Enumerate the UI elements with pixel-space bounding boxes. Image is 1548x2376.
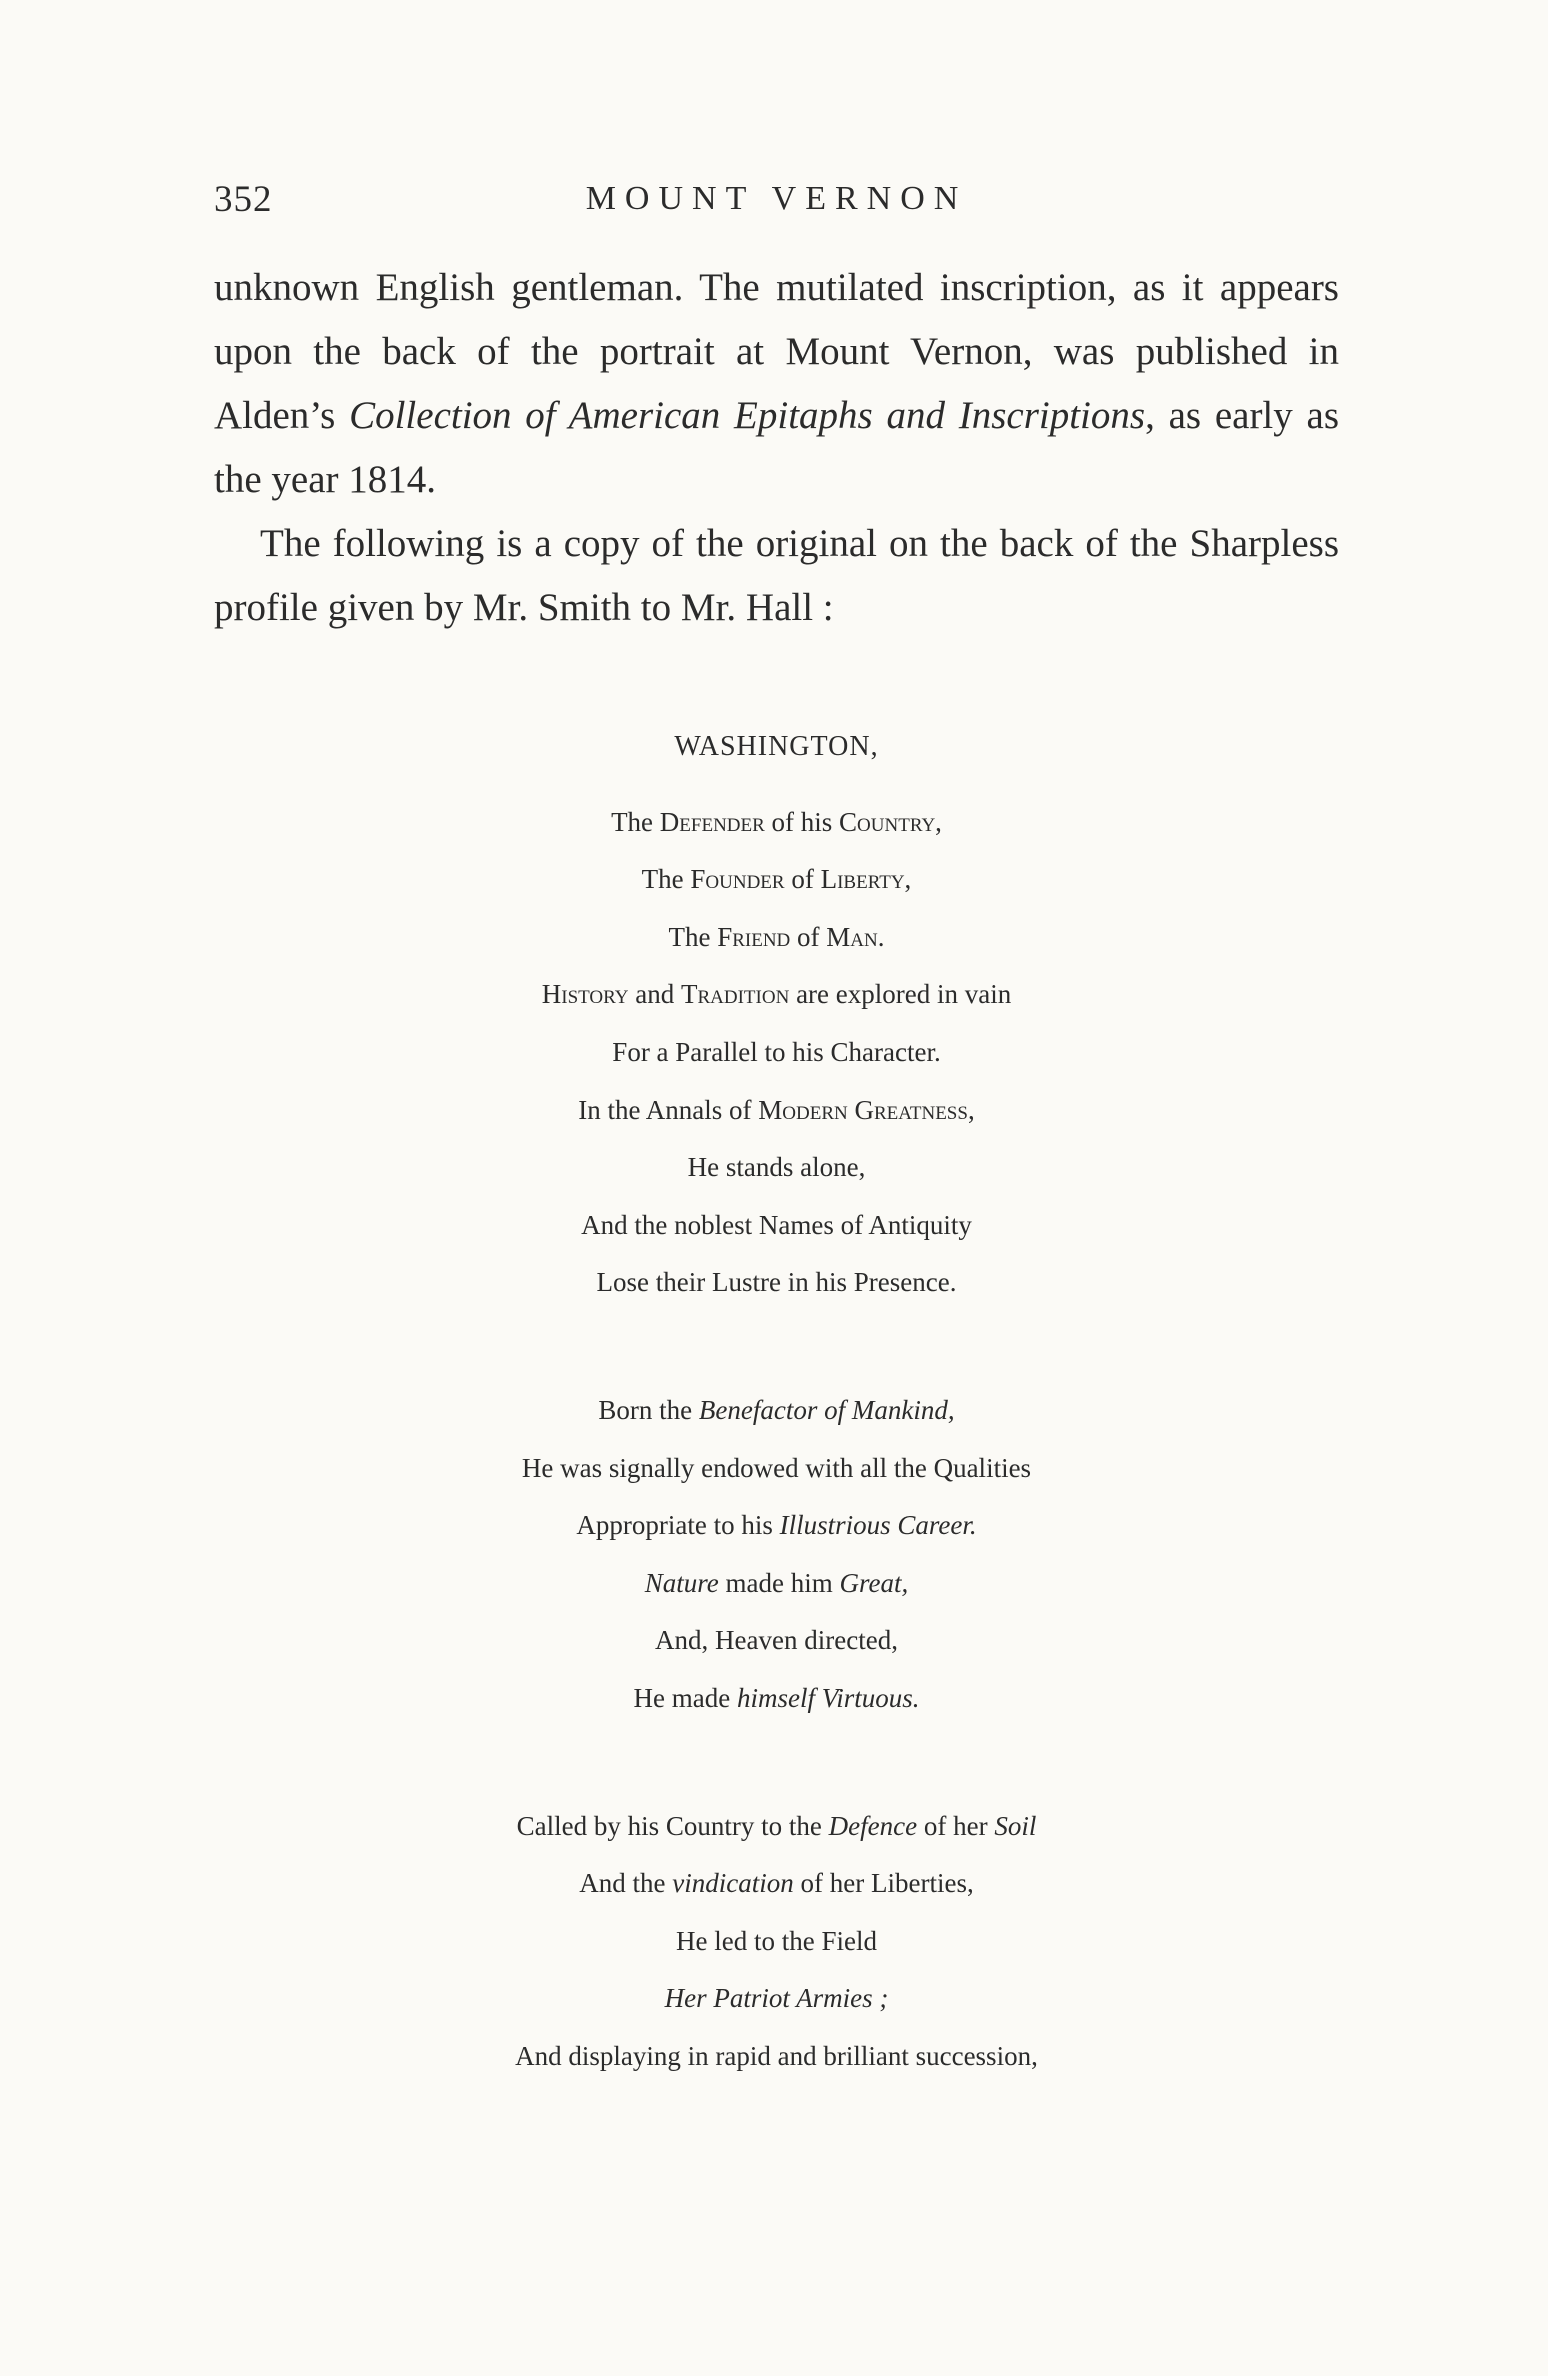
paragraph-1: [214, 256, 1339, 512]
inscription-line: Lose their Lustre in his Presence.: [596, 1267, 957, 1298]
inscription-line: And the noblest Names of Antiquity: [581, 1209, 972, 1240]
page-number: 352: [214, 179, 273, 220]
book-title: Collection of American Epitaphs and Inscriptions: [349, 394, 1146, 437]
inscription-line: And displaying in rapid and brilliant succession,: [515, 2040, 1038, 2071]
inscription-line: Her Patriot Armies ;: [664, 1983, 889, 2014]
inscription-line: Born the Benefactor of Mankind,: [598, 1394, 955, 1425]
body-text: [214, 256, 1339, 640]
inscription-line: Nature made him Great,: [644, 1567, 909, 1598]
inscription-line: The Friend of Man.: [668, 921, 885, 952]
inscription-line: Called by his Country to the Defence of her Soil: [516, 1810, 1037, 1841]
running-head: MOUNT VERNON: [585, 180, 968, 217]
inscription-line: He made himself Virtuous.: [633, 1682, 920, 1713]
inscription-line: The Founder of Liberty,: [641, 864, 912, 895]
inscription-line: And the vindication of her Liberties,: [579, 1868, 974, 1899]
page-header: [214, 178, 1339, 228]
inscription-line: In the Annals of Modern Greatness,: [578, 1094, 975, 1125]
inscription-stanza-3: [214, 1798, 1339, 2086]
inscription-line: And, Heaven directed,: [655, 1625, 898, 1656]
inscription-line: For a Parallel to his Character.: [612, 1036, 941, 1067]
inscription-line: He was signally endowed with all the Qualities: [521, 1452, 1032, 1483]
inscription-line: He stands alone,: [687, 1152, 866, 1183]
inscription-title: WASHINGTON,: [674, 731, 879, 762]
inscription-line: He led to the Field: [676, 1925, 877, 1956]
paragraph-1-text-a: unknown English gentleman. The mutilated inscription, as it appears upon the back of the portrait at Mount Vernon, was published in Alden’s: [214, 266, 1339, 437]
inscription-stanza-1: [214, 794, 1339, 1312]
paragraph-2: The following is a copy of the original on the back of the Sharpless profile given by Mr. Smith to Mr. Hall :: [214, 522, 1339, 629]
paragraph-1-text-b: , as early as the year 1814.: [214, 394, 1340, 501]
inscription: [214, 718, 1339, 2155]
inscription-stanza-2: [214, 1382, 1339, 1728]
inscription-line: History and Tradition are explored in vain: [541, 979, 1012, 1010]
inscription-line: The Defender of his Country,: [611, 806, 942, 837]
inscription-line: Appropriate to his Illustrious Career.: [576, 1510, 977, 1541]
